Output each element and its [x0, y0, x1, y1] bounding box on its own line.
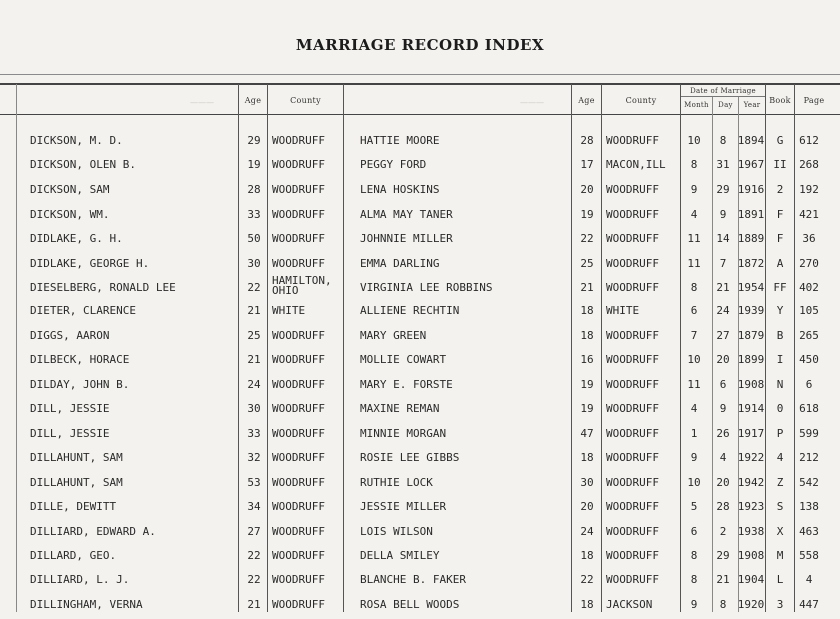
header-age-2: Age — [578, 96, 595, 105]
header-bottom-rule — [0, 114, 840, 115]
record-row — [0, 423, 840, 448]
record-row — [0, 594, 840, 619]
bride-county: WOODRUFF — [606, 476, 659, 489]
marriage-day: 6 — [719, 378, 727, 391]
groom-age: 21 — [247, 304, 261, 317]
groom-county: WOODRUFF — [272, 208, 325, 221]
bride-age: 22 — [580, 573, 594, 586]
groom-county-line1: HAMILTON, — [272, 274, 332, 287]
groom-age: 22 — [247, 573, 261, 586]
bride-age: 25 — [580, 257, 594, 270]
groom-name: DIGGS, AARON — [30, 329, 110, 342]
groom-age: 53 — [247, 476, 261, 489]
bride-county: WOODRUFF — [606, 573, 659, 586]
record-row — [0, 496, 840, 521]
groom-name: DILL, JESSIE — [30, 402, 110, 415]
bride-name: JESSIE MILLER — [360, 500, 447, 513]
record-row — [0, 179, 840, 204]
bride-name: ALLIENE RECHTIN — [360, 304, 460, 317]
header-age: Age — [244, 96, 262, 105]
header-day: Day — [718, 101, 733, 109]
marriage-day: 9 — [719, 208, 727, 221]
groom-county: WOODRUFF — [272, 353, 325, 366]
groom-county: WOODRUFF — [272, 598, 325, 611]
record-row — [0, 154, 840, 179]
header-top-rule — [0, 83, 840, 85]
header-book: Book — [769, 96, 791, 105]
marriage-year: 1938 — [737, 525, 765, 538]
marriage-month: 11 — [687, 257, 701, 270]
bride-name: ROSA BELL WOODS — [360, 598, 460, 611]
groom-age: 34 — [247, 500, 261, 513]
bride-age: 20 — [580, 500, 594, 513]
marriage-month: 8 — [690, 549, 698, 562]
book-number: F — [776, 208, 784, 221]
marriage-month: 11 — [687, 232, 701, 245]
marriage-month: 11 — [687, 378, 701, 391]
bride-age: 18 — [580, 549, 594, 562]
marriage-year: 1916 — [737, 183, 765, 196]
bride-name: MARY GREEN — [360, 329, 427, 342]
bride-county: WOODRUFF — [606, 451, 659, 464]
book-number: X — [776, 525, 784, 538]
book-number: 2 — [776, 183, 784, 196]
groom-name: DILLINGHAM, VERNA — [30, 598, 143, 611]
marriage-year: 1954 — [737, 281, 765, 294]
marriage-month: 5 — [690, 500, 698, 513]
bride-name: BLANCHE B. FAKER — [360, 573, 466, 586]
groom-name: DIETER, CLARENCE — [30, 304, 136, 317]
record-row — [0, 398, 840, 423]
groom-county: WOODRUFF — [272, 232, 325, 245]
page-number: 6 — [805, 378, 813, 391]
bride-age: 17 — [580, 158, 594, 171]
page-number: 212 — [799, 451, 819, 464]
groom-age: 22 — [247, 549, 261, 562]
marriage-year: 1879 — [737, 329, 765, 342]
bride-county: MACON,ILL — [606, 158, 666, 171]
bride-county: WOODRUFF — [606, 134, 659, 147]
groom-county: WOODRUFF — [272, 329, 325, 342]
book-number: FF — [773, 281, 787, 294]
marriage-year: 1899 — [737, 353, 765, 366]
bride-county: WOODRUFF — [606, 549, 659, 562]
bride-age: 19 — [580, 208, 594, 221]
marriage-month: 6 — [690, 304, 698, 317]
marriage-month: 9 — [690, 598, 698, 611]
marriage-month: 1 — [690, 427, 698, 440]
marriage-day: 20 — [716, 476, 730, 489]
marriage-year: 1917 — [737, 427, 765, 440]
marriage-month: 7 — [690, 329, 698, 342]
groom-age: 19 — [247, 158, 261, 171]
groom-county: WOODRUFF — [272, 549, 325, 562]
groom-age: 50 — [247, 232, 261, 245]
groom-name: DILLARD, GEO. — [30, 549, 117, 562]
page-number: 265 — [799, 329, 819, 342]
bride-name: RUTHIE LOCK — [360, 476, 433, 489]
bride-county: WOODRUFF — [606, 500, 659, 513]
groom-age: 21 — [247, 353, 261, 366]
page-number: 558 — [799, 549, 819, 562]
marriage-month: 9 — [690, 451, 698, 464]
bride-age: 18 — [580, 329, 594, 342]
groom-age: 33 — [247, 427, 261, 440]
marriage-day: 29 — [716, 549, 730, 562]
groom-county: WOODRUFF — [272, 257, 325, 270]
bride-name: VIRGINIA LEE ROBBINS — [360, 281, 493, 294]
bride-county: WOODRUFF — [606, 183, 659, 196]
book-number: I — [776, 353, 784, 366]
groom-age: 24 — [247, 378, 261, 391]
marriage-day: 20 — [716, 353, 730, 366]
bride-name: ROSIE LEE GIBBS — [360, 451, 460, 464]
groom-county — [272, 276, 332, 296]
page-number: 270 — [799, 257, 819, 270]
record-row — [0, 228, 840, 253]
marriage-year: 1872 — [737, 257, 765, 270]
bride-name: MOLLIE COWART — [360, 353, 447, 366]
groom-age: 29 — [247, 134, 261, 147]
groom-age: 28 — [247, 183, 261, 196]
groom-county-line2: OHIO — [272, 284, 299, 297]
groom-name: DIESELBERG, RONALD LEE — [30, 281, 176, 294]
marriage-day: 21 — [716, 573, 730, 586]
groom-county: WOODRUFF — [272, 451, 325, 464]
groom-age: 33 — [247, 208, 261, 221]
marriage-year: 1904 — [737, 573, 765, 586]
marriage-day: 9 — [719, 402, 727, 415]
record-row — [0, 349, 840, 374]
marriage-day: 21 — [716, 281, 730, 294]
record-row — [0, 472, 840, 497]
record-row — [0, 569, 840, 594]
groom-age: 27 — [247, 525, 261, 538]
groom-age: 21 — [247, 598, 261, 611]
bleed-through-mark: ——— — [520, 98, 544, 107]
header-page: Page — [803, 96, 825, 105]
record-row — [0, 130, 840, 155]
bride-county: WOODRUFF — [606, 353, 659, 366]
bride-age: 47 — [580, 427, 594, 440]
bride-age: 20 — [580, 183, 594, 196]
groom-name: DICKSON, OLEN B. — [30, 158, 136, 171]
page-number: 463 — [799, 525, 819, 538]
marriage-day: 2 — [719, 525, 727, 538]
marriage-month: 8 — [690, 281, 698, 294]
page-number: 192 — [799, 183, 819, 196]
marriage-month: 8 — [690, 573, 698, 586]
book-number: N — [776, 378, 784, 391]
page-number: 105 — [799, 304, 819, 317]
bride-name: HATTIE MOORE — [360, 134, 440, 147]
record-row — [0, 204, 840, 229]
bride-name: DELLA SMILEY — [360, 549, 440, 562]
header-county: County — [290, 96, 321, 105]
bride-name: MINNIE MORGAN — [360, 427, 447, 440]
bride-county: WOODRUFF — [606, 329, 659, 342]
marriage-day: 7 — [719, 257, 727, 270]
groom-name: DILLE, DEWITT — [30, 500, 117, 513]
marriage-year: 1942 — [737, 476, 765, 489]
marriage-year: 1908 — [737, 549, 765, 562]
groom-name: DILLAHUNT, SAM — [30, 476, 123, 489]
marriage-year: 1967 — [737, 158, 765, 171]
groom-name: DICKSON, WM. — [30, 208, 110, 221]
book-number: M — [776, 549, 784, 562]
marriage-month: 4 — [690, 402, 698, 415]
groom-county: WOODRUFF — [272, 525, 325, 538]
header-year: Year — [743, 101, 761, 109]
groom-county: WOODRUFF — [272, 427, 325, 440]
book-number: F — [776, 232, 784, 245]
page-number: 599 — [799, 427, 819, 440]
groom-county: WOODRUFF — [272, 476, 325, 489]
record-row — [0, 253, 840, 278]
groom-name: DILLAHUNT, SAM — [30, 451, 123, 464]
book-number: Z — [776, 476, 784, 489]
header-date-of-marriage: Date of Marriage — [690, 87, 756, 95]
bride-name: LOIS WILSON — [360, 525, 433, 538]
groom-name: DILLIARD, EDWARD A. — [30, 525, 156, 538]
marriage-day: 8 — [719, 598, 727, 611]
page-number: 618 — [799, 402, 819, 415]
bride-county: WHITE — [606, 304, 640, 317]
bride-name: MARY E. FORSTE — [360, 378, 453, 391]
bride-county: WOODRUFF — [606, 402, 659, 415]
bride-name: LENA HOSKINS — [360, 183, 440, 196]
record-row — [0, 300, 840, 325]
marriage-month: 4 — [690, 208, 698, 221]
book-number: P — [776, 427, 784, 440]
top-rule — [0, 74, 840, 75]
marriage-day: 29 — [716, 183, 730, 196]
bride-name: MAXINE REMAN — [360, 402, 440, 415]
groom-name: DILDAY, JOHN B. — [30, 378, 130, 391]
record-row — [0, 274, 840, 302]
marriage-day: 28 — [716, 500, 730, 513]
bride-name: ALMA MAY TANER — [360, 208, 453, 221]
book-number: II — [773, 158, 787, 171]
marriage-year: 1891 — [737, 208, 765, 221]
marriage-day: 31 — [716, 158, 730, 171]
page-number: 36 — [802, 232, 816, 245]
bride-age: 19 — [580, 402, 594, 415]
groom-name: DIDLAKE, G. H. — [30, 232, 123, 245]
groom-county: WOODRUFF — [272, 573, 325, 586]
bride-age: 18 — [580, 304, 594, 317]
bride-county: WOODRUFF — [606, 232, 659, 245]
page-number: 268 — [799, 158, 819, 171]
bride-county: WOODRUFF — [606, 525, 659, 538]
bride-age: 18 — [580, 598, 594, 611]
groom-age: 22 — [247, 281, 261, 294]
bride-age: 18 — [580, 451, 594, 464]
bride-age: 16 — [580, 353, 594, 366]
groom-age: 32 — [247, 451, 261, 464]
marriage-year: 1922 — [737, 451, 765, 464]
bride-age: 22 — [580, 232, 594, 245]
record-row — [0, 447, 840, 472]
book-number: B — [776, 329, 784, 342]
bride-county: WOODRUFF — [606, 208, 659, 221]
groom-county: WOODRUFF — [272, 402, 325, 415]
page-number: 4 — [805, 573, 813, 586]
marriage-month: 9 — [690, 183, 698, 196]
book-number: Y — [776, 304, 784, 317]
page-number: 138 — [799, 500, 819, 513]
bride-age: 19 — [580, 378, 594, 391]
groom-age: 30 — [247, 257, 261, 270]
book-number: A — [776, 257, 784, 270]
marriage-month: 10 — [687, 476, 701, 489]
groom-name: DIDLAKE, GEORGE H. — [30, 257, 150, 270]
record-row — [0, 325, 840, 350]
groom-name: DICKSON, SAM — [30, 183, 110, 196]
groom-county: WOODRUFF — [272, 183, 325, 196]
date-subrule — [681, 96, 765, 97]
record-row — [0, 374, 840, 399]
groom-name: DICKSON, M. D. — [30, 134, 123, 147]
page-number: 402 — [799, 281, 819, 294]
groom-county: WHITE — [272, 304, 306, 317]
groom-county: WOODRUFF — [272, 134, 325, 147]
bride-age: 30 — [580, 476, 594, 489]
marriage-year: 1923 — [737, 500, 765, 513]
page-number: 450 — [799, 353, 819, 366]
bride-county: WOODRUFF — [606, 281, 659, 294]
marriage-month: 10 — [687, 353, 701, 366]
marriage-year: 1889 — [737, 232, 765, 245]
book-number: S — [776, 500, 784, 513]
marriage-day: 8 — [719, 134, 727, 147]
record-row — [0, 521, 840, 546]
marriage-day: 4 — [719, 451, 727, 464]
page-number: 542 — [799, 476, 819, 489]
marriage-month: 10 — [687, 134, 701, 147]
bride-age: 21 — [580, 281, 594, 294]
marriage-year: 1908 — [737, 378, 765, 391]
book-number: G — [776, 134, 784, 147]
groom-county: WOODRUFF — [272, 378, 325, 391]
bride-age: 28 — [580, 134, 594, 147]
bride-age: 24 — [580, 525, 594, 538]
book-number: 3 — [776, 598, 784, 611]
page-title: MARRIAGE RECORD INDEX — [295, 36, 545, 54]
bride-name: EMMA DARLING — [360, 257, 440, 270]
book-number: L — [776, 573, 784, 586]
book-number: 4 — [776, 451, 784, 464]
record-row — [0, 545, 840, 570]
groom-name: DILBECK, HORACE — [30, 353, 130, 366]
page-number: 612 — [799, 134, 819, 147]
groom-county: WOODRUFF — [272, 500, 325, 513]
page-number: 447 — [799, 598, 819, 611]
marriage-day: 27 — [716, 329, 730, 342]
book-number: 0 — [776, 402, 784, 415]
groom-age: 25 — [247, 329, 261, 342]
marriage-day: 14 — [716, 232, 730, 245]
marriage-month: 6 — [690, 525, 698, 538]
groom-age: 30 — [247, 402, 261, 415]
page-number: 421 — [799, 208, 819, 221]
bride-county: WOODRUFF — [606, 378, 659, 391]
bleed-through-mark: ——— — [190, 98, 214, 107]
groom-name: DILL, JESSIE — [30, 427, 110, 440]
bride-name: JOHNNIE MILLER — [360, 232, 453, 245]
header-county-2: County — [625, 96, 657, 105]
bride-name: PEGGY FORD — [360, 158, 427, 171]
bride-county: WOODRUFF — [606, 257, 659, 270]
bride-county: WOODRUFF — [606, 427, 659, 440]
groom-name: DILLIARD, L. J. — [30, 573, 130, 586]
marriage-day: 24 — [716, 304, 730, 317]
marriage-year: 1920 — [737, 598, 765, 611]
marriage-year: 1939 — [737, 304, 765, 317]
groom-county: WOODRUFF — [272, 158, 325, 171]
header-month: Month — [684, 101, 709, 109]
bride-county: JACKSON — [606, 598, 653, 611]
marriage-day: 26 — [716, 427, 730, 440]
marriage-year: 1914 — [737, 402, 765, 415]
marriage-year: 1894 — [737, 134, 765, 147]
marriage-month: 8 — [690, 158, 698, 171]
